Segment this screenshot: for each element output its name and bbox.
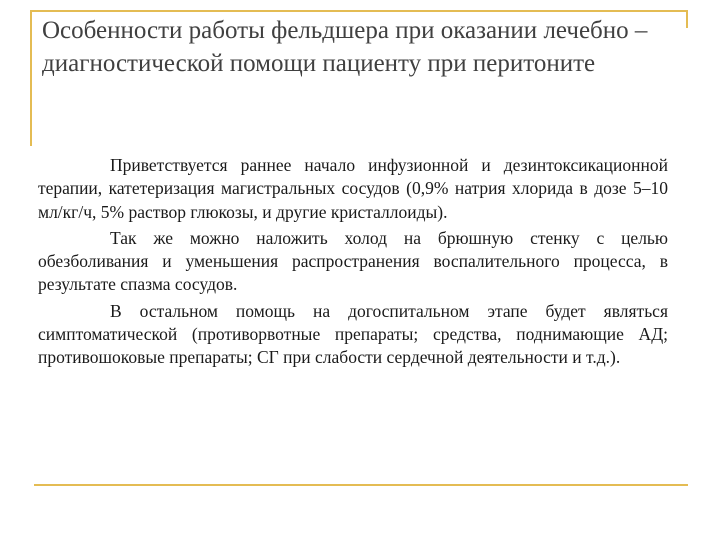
slide-title: Особенности работы фельдшера при оказании лечебно – диагностической помощи пациенту при перитоните: [42, 17, 648, 77]
frame-top-line: [30, 10, 688, 12]
frame-left-line: [30, 10, 32, 146]
slide-body: [38, 154, 668, 373]
body-paragraph: В остальном помощь на догоспитальном этапе будет являться симптоматической (противорвотные препараты; средства, поднимающие АД; противошоковые препараты; СГ при слабости сердечной деятельности и т.д.).: [38, 300, 668, 368]
body-paragraph: Так же можно наложить холод на брюшную стенку с целью обезболивания и уменьшения распространения воспалительного процесса, в результате спазма сосудов.: [38, 227, 668, 295]
body-paragraph: Приветствуется раннее начало инфузионной и дезинтоксикационной терапии, катетеризация магистральных сосудов (0,9% натрия хлорида в дозе 5–10 мл/кг/ч, 5% раствор глюкозы, и другие кристаллоиды).: [38, 155, 668, 222]
frame-right-line: [686, 10, 688, 28]
frame-bottom-line: [34, 484, 688, 486]
